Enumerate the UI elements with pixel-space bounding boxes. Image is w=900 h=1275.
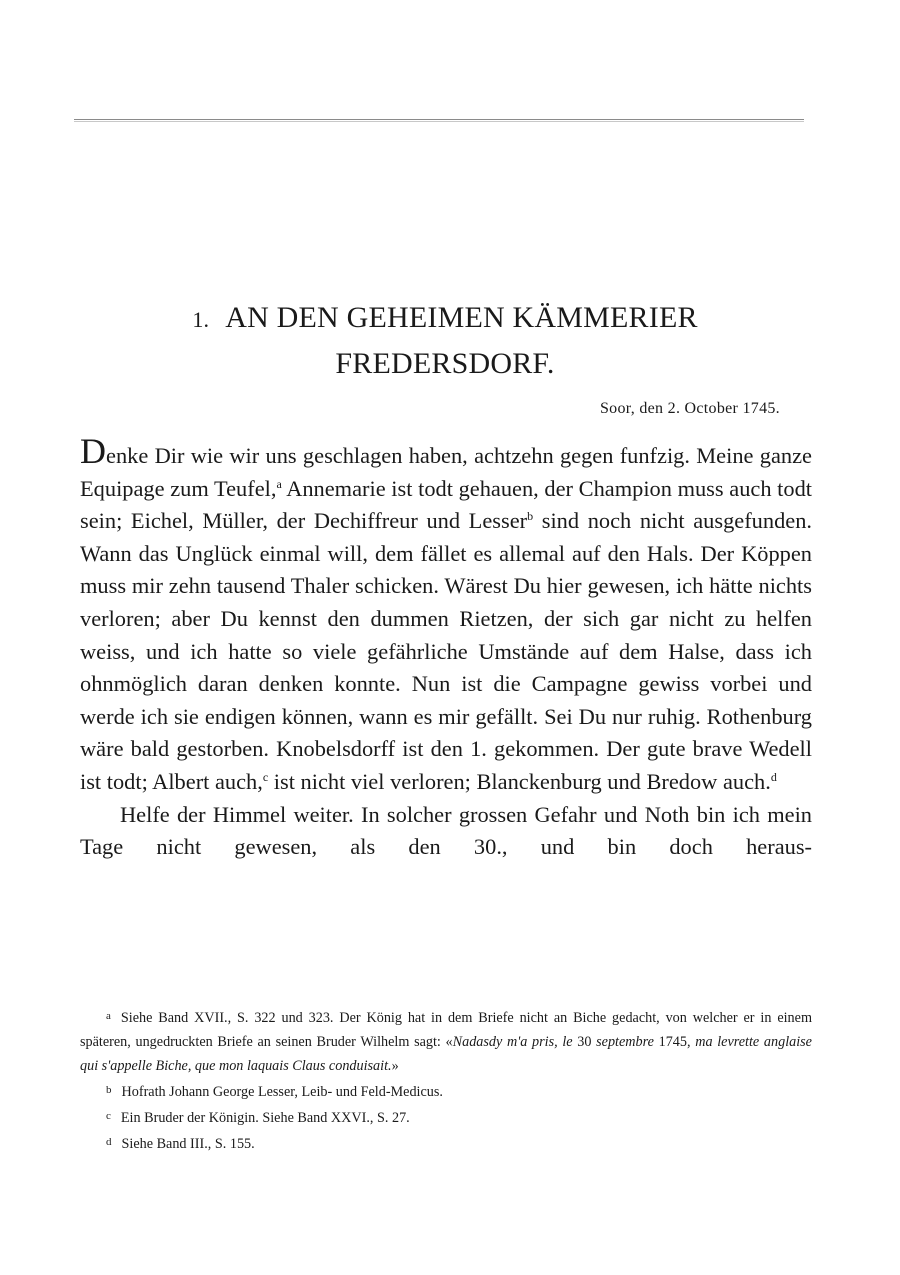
paragraph-1-text-b: Annemarie ist todt gehauen, der Champion muss auch todt sein; Eichel, Müller, der Dechiffreur und Lesser [80, 475, 812, 534]
footnote-ref-c[interactable]: c [262, 769, 269, 784]
footnote-d [80, 1130, 812, 1156]
footnote-ref-a[interactable]: a [276, 476, 282, 491]
footnote-mark-d: d [106, 1136, 112, 1148]
heading-line-1 [80, 296, 810, 342]
footnote-a-text-1: Siehe Band XVII., S. 322 und 323. Der König hat in dem Briefe nicht an Biche gedacht, von welcher er in einem späteren, ungedruckten Briefe an seinen Bruder Wilhelm sagt: « [80, 1010, 812, 1050]
paragraph-1-text-d: ist nicht viel verloren; Blanckenburg und Bredow auch. [268, 768, 771, 794]
footnote-mark-b: b [106, 1084, 112, 1096]
footnote-ref-b[interactable]: b [527, 509, 534, 524]
drop-cap: D [80, 431, 106, 471]
heading-line-2: FREDERSDORF. [335, 347, 555, 380]
letter-body [80, 431, 812, 864]
paragraph-1-text-a: enke Dir wie wir uns geschlagen haben, achtzehn gegen funfzig. Meine ganze Equipage zum Teufel, [80, 443, 812, 501]
footnote-a-italic-3: ma levrette anglaise qui s'appelle Biche, que mon laquais Claus conduisait. [80, 1034, 812, 1074]
footnote-c [80, 1104, 812, 1130]
footnote-ref-d[interactable]: d [770, 769, 777, 784]
footnote-mark-c: c [106, 1110, 111, 1122]
paragraph-2: Helfe der Himmel weiter. In solcher grossen Gefahr und Noth bin ich mein Tage nicht gewesen, als den 30., und bin doch heraus- [80, 801, 812, 860]
header-rule [74, 119, 804, 122]
footnote-b-text: Hofrath Johann George Lesser, Leib- und Feld-Medicus. [121, 1084, 443, 1100]
footnote-a-text-3: 1745, [653, 1034, 696, 1050]
footnote-d-text: Siehe Band III., S. 155. [121, 1136, 255, 1152]
footnote-a [80, 1004, 812, 1078]
heading-recipient: AN DEN GEHEIMEN KÄMMERIER [225, 301, 698, 334]
letter-heading [80, 296, 810, 386]
footnotes [80, 1004, 812, 1156]
footnote-a-italic-2: septembre [596, 1034, 654, 1050]
footnote-mark-a: a [106, 1010, 111, 1022]
footnote-a-italic-1: Nadasdy m'a pris, le [452, 1034, 573, 1050]
footnote-c-text: Ein Bruder der Königin. Siehe Band XXVI., S. 27. [120, 1110, 410, 1126]
dateline: Soor, den 2. October 1745. [599, 400, 780, 417]
footnote-b [80, 1078, 812, 1104]
paragraph-1 [80, 431, 812, 799]
footnote-a-text-4: » [391, 1058, 399, 1074]
letter-number: 1. [192, 307, 210, 332]
footnote-a-text-2: 30 [572, 1034, 597, 1050]
paragraph-1-text-c: sind noch nicht ausgefunden. Wann das Unglück einmal will, dem fället es allemal auf den Hals. Der Köppen muss mir zehn tausend Thaler schicken. Wärest Du hier gewesen, ich hätte nichts verloren; aber Du kennst den dummen Rietzen, der sich gar nicht zu helfen weiss, und ich hatte so viele gefährliche Umstände auf dem Halse, dass ich ohnmöglich daran denken konnte. Nun ist die Campagne gewiss vorbei und werde ich sie endigen können, wann es mir gefällt. Sei Du nur ruhig. Rothenburg wäre bald gestorben. Knobelsdorff ist den 1. gekommen. Der gute brave Wedell ist todt; Albert auch, [80, 508, 812, 794]
